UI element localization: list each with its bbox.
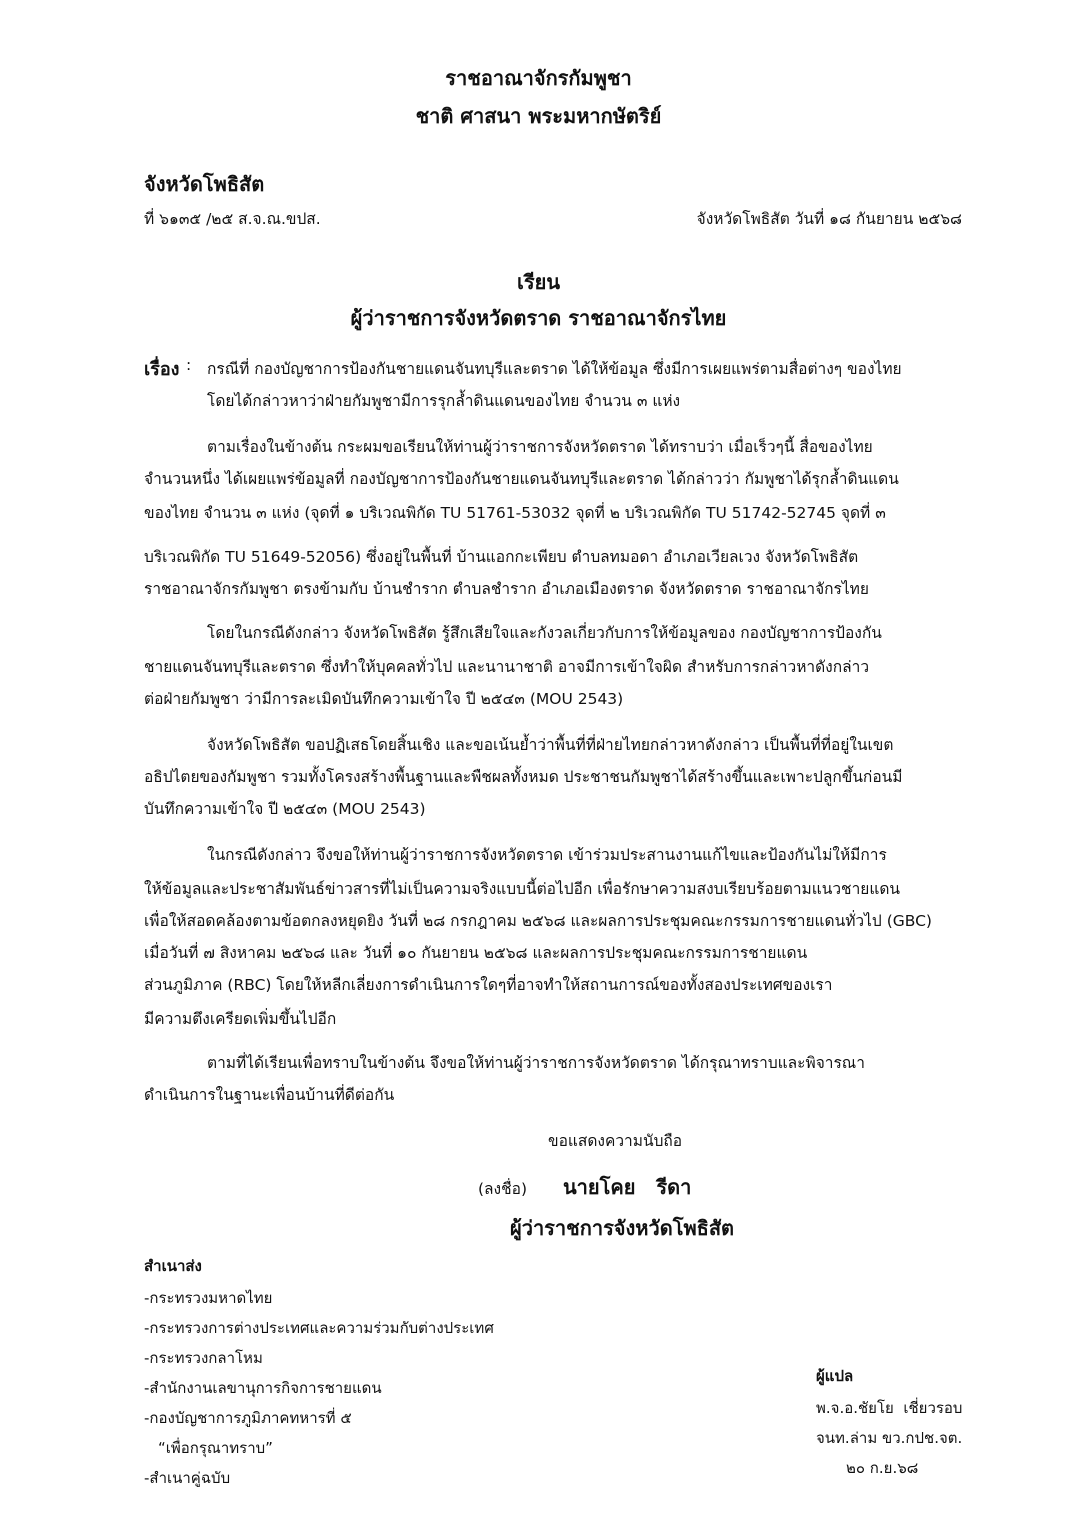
paragraph-line: ดำเนินการในฐานะเพื่อนบ้านที่ดีต่อกัน (144, 1086, 395, 1104)
paragraph-line: บริเวณพิกัด TU 51649-52056) ซึ่งอยู่ในพื้นที่ บ้านแอกกะเพียบ ตำบลทมอดา อำเภอเวียลเวง จังหวัดโพธิสัต (144, 548, 859, 566)
paragraph-line: ราชอาณาจักรกัมพูชา ตรงข้ามกับ บ้านชำราก ตำบลชำราก อำเภอเมืองตราด จังหวัดตราด ราชอาณาจักรไทย (144, 580, 869, 598)
subject-line: โดยได้กล่าวหาว่าฝ่ายกัมพูชามีการรุกล้ำดินแดนของไทย จำนวน ๓ แห่ง (207, 392, 681, 410)
paragraph-line: ตามที่ได้เรียนเพื่อทราบในข้างต้น จึงขอให้ท่านผู้ว่าราชการจังหวัดตราด ได้กรุณาทราบและพิจารณา (207, 1054, 865, 1072)
copies-item: -กระทรวงมหาดไทย (144, 1289, 273, 1307)
paragraph-line: จังหวัดโพธิสัต ขอปฏิเสธโดยสิ้นเชิง และขอเน้นย้ำว่าพื้นที่ที่ฝ่ายไทยกล่าวหาดังกล่าว เป็นพื้นที่ที่อยู่ในเขต (207, 736, 894, 754)
sender-province: จังหวัดโพธิสัต (144, 172, 265, 196)
subject-colon: : (186, 356, 192, 374)
paragraph-line: ชายแดนจันทบุรีและตราด ซึ่งทำให้บุคคลทั่วไป และนานาชาติ อาจมีการเข้าใจผิด สำหรับการกล่าวหาดังกล่าว (144, 658, 870, 676)
translator-heading: ผู้แปล (816, 1367, 854, 1385)
paragraph-line: ตามเรื่องในข้างต้น กระผมขอเรียนให้ท่านผู้ว่าราชการจังหวัดตราด ได้ทราบว่า เมื่อเร็วๆนี้ สื่อของไทย (207, 438, 873, 456)
signer-position: ผู้ว่าราชการจังหวัดโพธิสัต (510, 1216, 735, 1240)
signer-name: นายโคย รีดา (563, 1175, 692, 1199)
paragraph-line: โดยในกรณีดังกล่าว จังหวัดโพธิสัต รู้สึกเสียใจและกังวลเกี่ยวกับการให้ข้อมูลของ กองบัญชาการป้องกัน (207, 624, 882, 642)
translator-date: ๒๐ ก.ย.๖๘ (846, 1459, 919, 1477)
paragraph-line: เมื่อวันที่ ๗ สิงหาคม ๒๕๖๘ และ วันที่ ๑๐ กันยายน ๒๕๖๘ และผลการประชุมคณะกรรมการชายแดน (144, 944, 808, 962)
translator-role: จนท.ล่าม ขว.กปช.จต. (816, 1429, 963, 1447)
addressee-label: เรียน (517, 270, 560, 294)
kingdom-title: ราชอาณาจักรกัมพูชา (445, 66, 632, 90)
kingdom-motto: ชาติ ศาสนา พระมหากษัตริย์ (415, 104, 662, 128)
addressee-name: ผู้ว่าราชการจังหวัดตราด ราชอาณาจักรไทย (350, 306, 727, 330)
copies-heading: สำเนาส่ง (144, 1257, 202, 1275)
paragraph-line: ต่อฝ่ายกัมพูชา ว่ามีการละเมิดบันทึกความเข้าใจ ปี ๒๕๔๓ (MOU 2543) (144, 690, 624, 708)
copies-item: -สำนักงานเลขานุการกิจการชายแดน (144, 1379, 382, 1397)
copies-note: “เพื่อกรุณาทราบ” (158, 1439, 273, 1457)
paragraph-line: จำนวนหนึ่ง ได้เผยแพร่ข้อมูลที่ กองบัญชาการป้องกันชายแดนจันทบุรีและตราด ได้กล่าวว่า กัมพูชาได้รุกล้ำดินแดน (144, 470, 899, 488)
subject-label: เรื่อง (144, 359, 180, 380)
copies-item: -กระทรวงการต่างประเทศและความร่วมกับต่างประเทศ (144, 1319, 494, 1337)
signed-prefix: (ลงชื่อ) (478, 1180, 527, 1198)
reference-number: ที่ ๖๑๓๕ /๒๕ ส.จ.ณ.ขปส. (144, 210, 321, 228)
closing-regards: ขอแสดงความนับถือ (548, 1132, 683, 1150)
paragraph-line: เพื่อให้สอดคล้องตามข้อตกลงหยุดยิง วันที่ ๒๘ กรกฎาคม ๒๕๖๘ และผลการประชุมคณะกรรมการชายแดนทั่วไป (GBC) (144, 912, 932, 930)
paragraph-line: ส่วนภูมิภาค (RBC) โดยให้หลีกเลี่ยงการดำเนินการใดๆที่อาจทำให้สถานการณ์ของทั้งสองประเทศของเรา (144, 976, 833, 994)
paragraph-line: มีความตึงเครียดเพิ่มขึ้นไปอีก (144, 1010, 337, 1028)
paragraph-line: อธิปไตยของกัมพูชา รวมทั้งโครงสร้างพื้นฐานและพืชผลทั้งหมด ประชาชนกัมพูชาได้สร้างขึ้นและเพาะปลูกขึ้นก่อนมี (144, 768, 903, 786)
document-date: จังหวัดโพธิสัต วันที่ ๑๘ กันยายน ๒๕๖๘ (696, 210, 962, 228)
copies-item: -กระทรวงกลาโหม (144, 1349, 263, 1367)
paragraph-line: บันทึกความเข้าใจ ปี ๒๕๔๓ (MOU 2543) (144, 800, 426, 818)
paragraph-line: ของไทย จำนวน ๓ แห่ง (จุดที่ ๑ บริเวณพิกัด TU 51761-53032 จุดที่ ๒ บริเวณพิกัด TU 51742-52745 จุดที่ ๓ (144, 504, 886, 522)
paragraph-line: ให้ข้อมูลและประชาสัมพันธ์ข่าวสารที่ไม่เป็นความจริงแบบนี้ต่อไปอีก เพื่อรักษาความสงบเรียบร้อยตามแนวชายแดน (144, 880, 901, 898)
copies-item: -สำเนาคู่ฉบับ (144, 1469, 231, 1487)
copies-item: -กองบัญชาการภูมิภาคทหารที่ ๕ (144, 1409, 352, 1427)
paragraph-line: ในกรณีดังกล่าว จึงขอให้ท่านผู้ว่าราชการจังหวัดตราด เข้าร่วมประสานงานแก้ไขและป้องกันไม่ให้มีการ (207, 846, 887, 864)
subject-line: กรณีที่ กองบัญชาการป้องกันชายแดนจันทบุรีและตราด ได้ให้ข้อมูล ซึ่งมีการเผยแพร่ตามสื่อต่างๆ ของไทย (207, 360, 902, 378)
translator-name: พ.จ.อ.ชัยโย เชี่ยวรอบ (816, 1399, 963, 1417)
